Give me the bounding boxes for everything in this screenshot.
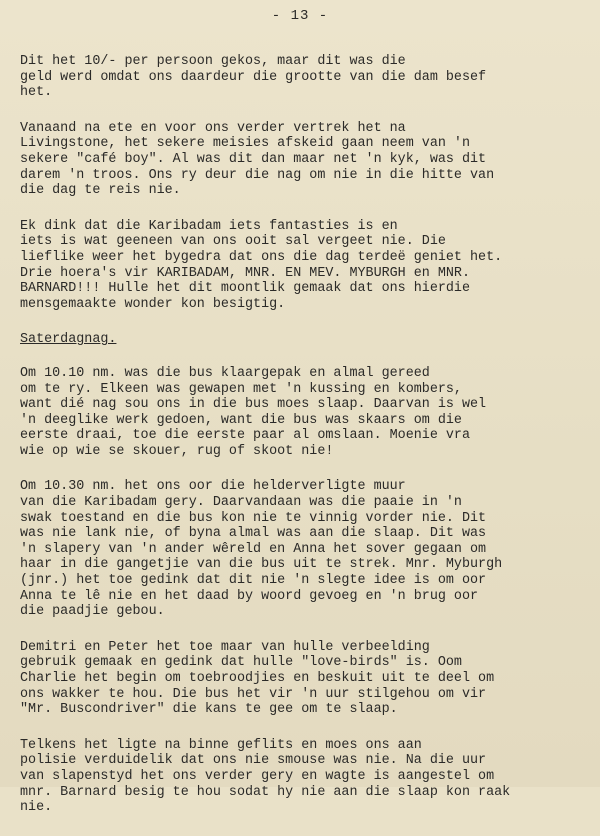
- paragraph: Telkens het ligte na binne geflits en moes ons aan polisie verduidelik dat ons nie smouse was nie. Na die uur van slapenstyd het ons verder gery en wagte is aangestel om mnr. Barnard besig te hou sodat hy nie aan die slaap kon raak nie.: [20, 737, 511, 816]
- paragraph: Dit het 10/- per persoon gekos, maar dit was die geld werd omdat ons daardeur die grootte van die dam besef het.: [20, 54, 487, 101]
- paragraph: Om 10.10 nm. was die bus klaargepak en almal gereed om te ry. Elkeen was gewapen met 'n kussing en kombers, want dié nag sou ons in die bus moes slaap. Daarvan is wel 'n deeglike werk gedoen, want die bus was skaars om die eerste draai, toe die eerste paar al omslaan. Moenie vra wie op wie se skouer, rug of skoot nie!: [20, 365, 487, 459]
- page-number: - 13 -: [271, 8, 329, 24]
- paragraph: Ek dink dat die Karibadam iets fantasties is en iets is wat geeneen van ons ooit sal vergeet nie. Die lieflike weer het bygedra dat ons die dag terdeë geniet het. Drie hoera's vir KARIBADAM, MNR. EN MEV. MYBURGH en MNR. BARNARD!!! Hulle het dit moontlik gemaak dat ons hierdie mensgemaakte wonder kon besigtig.: [20, 218, 503, 312]
- paragraph: Demitri en Peter het toe maar van hulle verbeelding gebruik gemaak en gedink dat hulle "love-birds" is. Oom Charlie het begin om toebroodjies en beskuit uit te deel om ons wakker te hou. Die bus het vir 'n uur stilgehou om vir "Mr. Buscondriver" die kans te gee om te slaap.: [20, 639, 495, 718]
- section-heading: Saterdagnag.: [20, 332, 117, 348]
- paragraph: Vanaand na ete en voor ons verder vertrek het na Livingstone, het sekere meisies afskeid gaan neem van 'n sekere "café boy". Al was dit dan maar net 'n kyk, was dit darem 'n troos. Ons ry deur die nag om nie in die hitte van die dag te reis nie.: [20, 120, 495, 199]
- paragraph: Om 10.30 nm. het ons oor die helderverligte muur van die Karibadam gery. Daarvandaan was die paaie in 'n swak toestand en die bus kon nie te vinnig vorder nie. Dit was nie lank nie, of byna almal was aan die slaap. Dit was 'n slapery van 'n ander wêreld en Anna het sover gegaan om haar in die gangetjie van die bus uit te strek. Mnr. Myburgh (jnr.) het toe gedink dat dit nie 'n slegte idee is om oor Anna te lê nie en het daad by woord gevoeg en 'n brug oor die paadjie gebou.: [20, 479, 503, 620]
- document-body: [20, 54, 580, 836]
